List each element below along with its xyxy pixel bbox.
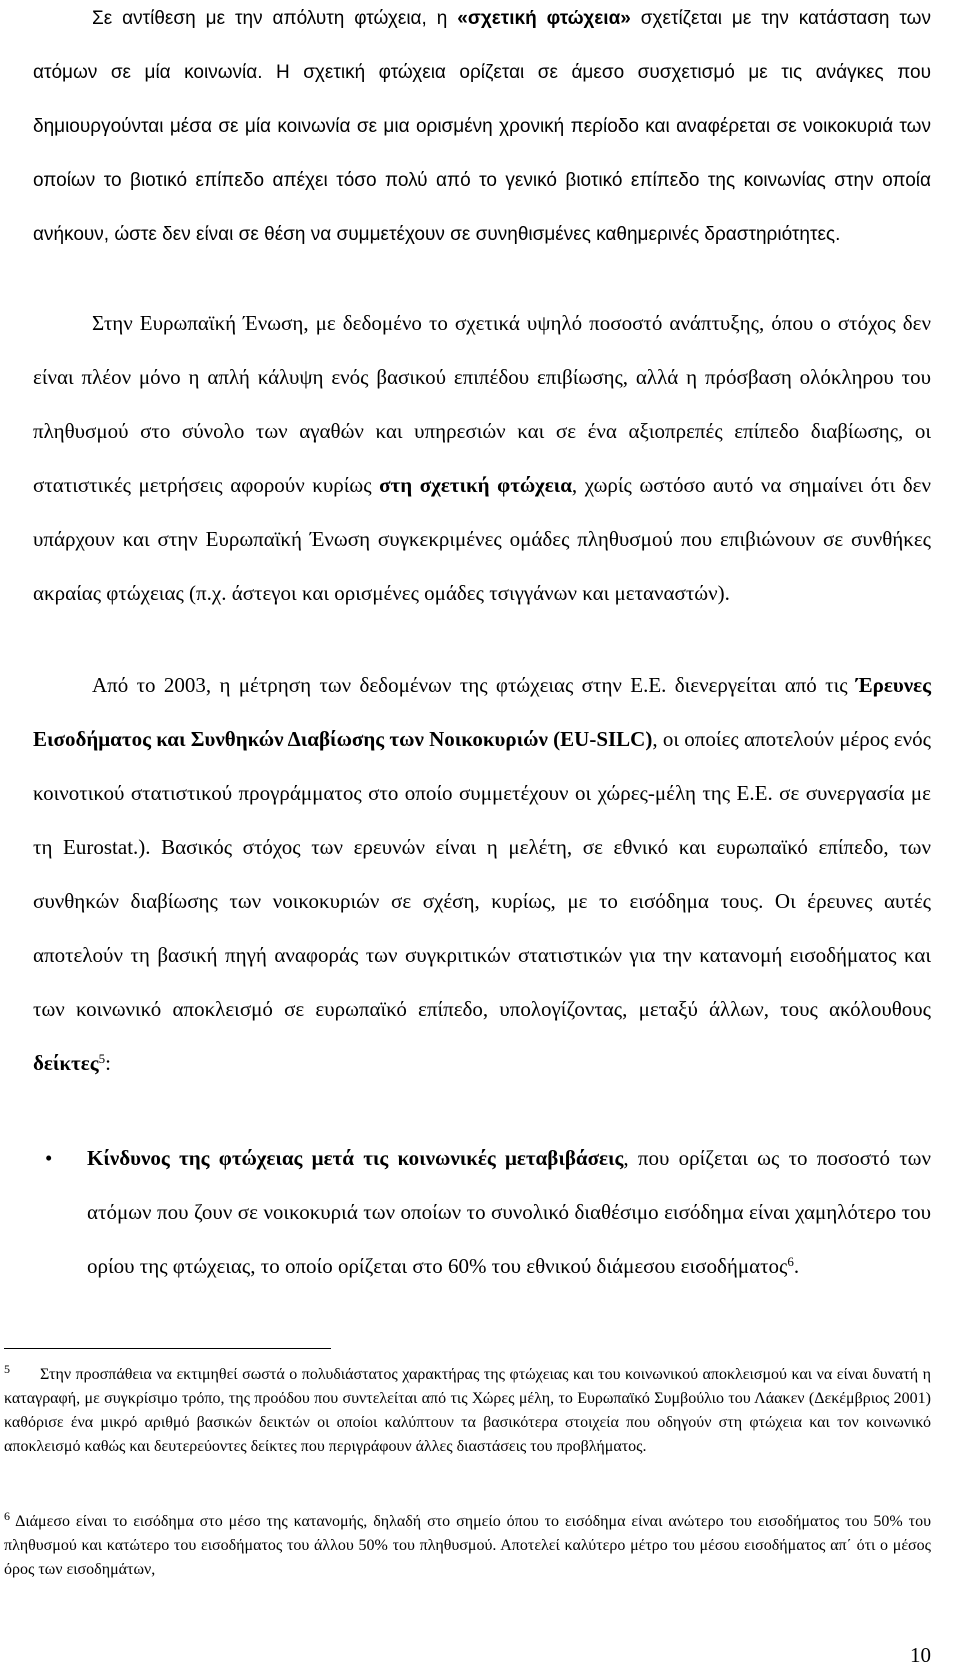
footnote-6 xyxy=(4,1510,931,1582)
footnote-text: Διάμεσο είναι το εισόδημα στο μέσο της κατανομής, δηλαδή στο σημείο όπου το εισόδημα είναι ανώτερο του εισοδήματος του 50% του πληθυσμού και κατώτερο του εισοδήματος του άλλου 50% του πληθυσμού. Αποτελεί καλύτερο μέτρο του μέσου εισοδήματος απ΄ ότι ο μέσος όρος των εισοδημάτων, xyxy=(4,1513,932,1578)
paragraph-text: , οι οποίες αποτελούν μέρος ενός κοινοτικού στατιστικού προγράμματος στο οποίο συμμετέχουν οι χώρες-μέλη της Ε.Ε. σε συνεργασία με τη Eurostat.). Βασικός στόχος των ερευνών είναι η μελέτη, σε εθνικό και ευρωπαϊκό επίπεδο, των συνθηκών διαβίωσης των νοικοκυριών σε σχέση, κυρίως, με το εισόδημα τους. Οι έρευνες αυτές αποτελούν τη βασική πηγή αναφοράς των συγκριτικών στατιστικών για την κατανομή εισοδήματος και των κοινωνικό αποκλεισμό σε ευρωπαϊκό επίπεδο, υπολογίζοντας, μεταξύ άλλων, τους ακόλουθους xyxy=(33,727,931,1021)
paragraph-text: Από το 2003, η μέτρηση των δεδομένων της φτώχειας στην Ε.Ε. διενεργείται από τις xyxy=(92,673,856,697)
footnote-ref[interactable]: 5 xyxy=(98,1051,106,1066)
bold-term: Κίνδυνος της φτώχειας μετά τις κοινωνικές μεταβιβάσεις xyxy=(87,1146,624,1170)
bullet-text xyxy=(87,1131,931,1293)
bold-term: «σχετική φτώχεια» xyxy=(457,8,631,29)
paragraph-text: , χωρίς ωστόσο αυτό να σημαίνει ότι δεν υπάρχουν και στην Ευρωπαϊκή Ένωση συγκεκριμένες ομάδες πληθυσμού που επιβιώνουν σε συνθήκες ακραίας φτώχειας (π.χ. άστεγοι και ορισμένες ομάδες τσιγγάνων και μεταναστών). xyxy=(33,473,931,605)
footnote-ref[interactable]: 6 xyxy=(787,1254,794,1269)
bold-term: στη σχετική φτώχεια xyxy=(379,473,572,497)
footnote-5 xyxy=(4,1363,931,1459)
footnote-number: 6 xyxy=(4,1509,10,1523)
page-number: 10 xyxy=(910,1643,931,1667)
paragraph-text: . xyxy=(793,1254,800,1278)
footnote-separator xyxy=(4,1348,331,1349)
footnote-number: 5 xyxy=(4,1362,10,1376)
paragraph-european-union xyxy=(33,296,931,620)
paragraph-text: Σε αντίθεση με την απόλυτη φτώχεια, η xyxy=(92,8,458,29)
bold-term: δείκτες xyxy=(33,1051,99,1075)
paragraph-eu-silc xyxy=(33,658,931,1090)
paragraph-relative-poverty xyxy=(33,0,931,262)
paragraph-text: σχετίζεται με την κατάσταση των ατόμων σε μία κοινωνία. Η σχετική φτώχεια ορίζεται σε άμεσο συσχετισμό με τις ανάγκες που δημιουργούνται μέσα σε μία κοινωνία σε μια ορισμένη χρονική περίοδο και αναφέρεται σε νοικοκυριά των οποίων το βιοτικό επίπεδο απέχει τόσο πολύ από το γενικό βιοτικό επίπεδο της κοινωνίας στην οποία ανήκουν, ώστε δεν είναι σε θέση να συμμετέχουν σε συνηθισμένες καθημερινές δραστηριότητες. xyxy=(33,8,931,245)
paragraph-text: , που ορίζεται ως το ποσοστό των ατόμων που ζουν σε νοικοκυριά των οποίων το συνολικό διαθέσιμο εισόδημα είναι χαμηλότερο του ορίου της φτώχειας, το οποίο ορίζεται στο 60% του εθνικού διάμεσου εισοδήματος xyxy=(87,1146,931,1278)
bullet-list-item xyxy=(33,1131,931,1293)
bullet-icon: • xyxy=(45,1146,53,1170)
bold-term: Έρευνες Εισοδήματος και Συνθηκών Διαβίωσης των Νοικοκυριών (EU-SILC) xyxy=(33,673,931,751)
paragraph-text: : xyxy=(105,1051,111,1075)
footnote-text: Στην προσπάθεια να εκτιμηθεί σωστά ο πολυδιάστατος χαρακτήρας της φτώχειας και του κοινωνικού αποκλεισμού και να είναι δυνατή η καταγραφή, με συγκρίσιμο τρόπο, της προόδου που συντελείται από τις Χώρες μέλη, το Ευρωπαϊκό Συμβούλιο του Λάακεν (Δεκέμβριος 2001) καθόρισε ένα μικρό αριθμό βασικών δεικτών οι οποίοι καλύπτουν τα βασικότερα στοιχεία που οδηγούν στη φτώχεια και τον κοινωνικό αποκλεισμό καθώς και δευτερεύοντες δείκτες που περιγράφουν άλλες διαστάσεις του προβλήματος. xyxy=(4,1366,931,1455)
paragraph-text: Στην Ευρωπαϊκή Ένωση, με δεδομένο το σχετικά υψηλό ποσοστό ανάπτυξης, όπου ο στόχος δεν είναι πλέον μόνο η απλή κάλυψη ενός βασικού επιπέδου επιβίωσης, αλλά η πρόσβαση ολόκληρου του πληθυσμού στο σύνολο των αγαθών και υπηρεσιών και σε ένα αξιοπρεπές επίπεδο διαβίωσης, οι στατιστικές μετρήσεις αφορούν κυρίως xyxy=(33,311,931,497)
